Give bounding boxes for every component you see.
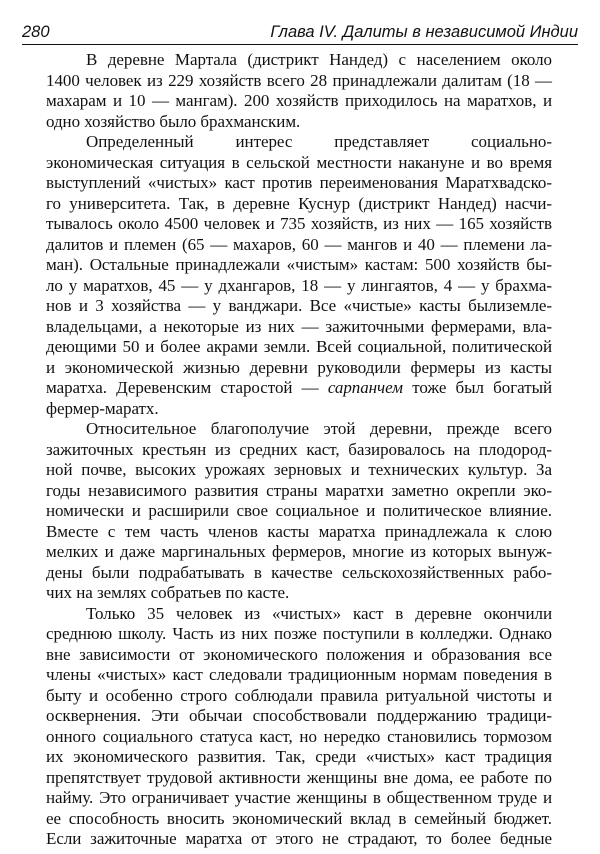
italic-term: сарпанчем xyxy=(327,378,403,397)
text-line: Определенный интерес представляет социально- xyxy=(86,132,552,151)
text-line: Если зажиточные маратха от этого не страдают, то более бедные xyxy=(46,829,552,848)
text-line: одно хозяйство было брахманским. xyxy=(46,111,301,131)
text-line: среднюю школу. Часть из них позже поступили в колледжи. Однако xyxy=(46,624,552,643)
text-line: мелких и даже маргинальных фермеров, многие из которых вынуж- xyxy=(46,542,552,561)
text-line: экономическая ситуация в сельской местности накануне и во время xyxy=(46,152,552,172)
text-line: онного социального статуса каст, но нередко становились тормозом xyxy=(46,726,552,746)
text-line: дены были подрабатывать в качестве сельскохозяйственных рабо- xyxy=(46,562,552,582)
running-title: Глава IV. Далиты в независимой Индии xyxy=(270,23,578,41)
paragraph xyxy=(46,419,552,604)
text-line: зажиточных крестьян из средних каст, базировалось на плодород- xyxy=(46,439,552,459)
page-number: 280 xyxy=(22,23,50,41)
text-line: владельцами, а некоторые из них — зажиточными фермерами, вла- xyxy=(46,316,552,336)
text-line: В деревне Мартала (дистрикт Нандед) с населением около xyxy=(86,50,552,69)
paragraph xyxy=(46,604,552,850)
text-line: Вместе с тем часть членов касты маратха принадлежала к слою xyxy=(46,521,552,541)
text-line: махарам и 10 — мангам). 200 хозяйств приходилось на маратхов, и xyxy=(46,91,552,110)
paragraph xyxy=(46,132,552,419)
text-line: Относительное благополучие этой деревни, прежде всего xyxy=(86,419,552,438)
text-line: ее способность вносить экономический вклад в семейный бюджет. xyxy=(46,808,552,828)
text-line: выступлений «чистых» каст против переименования Маратхвадско- xyxy=(46,173,552,192)
text-line: годы независимого развития страны маратхи заметно окрепли эко- xyxy=(46,480,552,500)
header-rule xyxy=(22,44,578,45)
text-line: далитов и племен (65 — махаров, 60 — мангов и 40 — племени ла- xyxy=(46,234,552,254)
running-header xyxy=(22,16,578,42)
text-line: быту и особенно строго соблюдали правила ритуальной чистоты и xyxy=(46,685,552,705)
page-body xyxy=(46,50,552,850)
text-line: члены «чистых» каст следовали традиционным нормам поведения в xyxy=(46,665,552,684)
text-line: ман). Остальные принадлежали «чистым» кастам: 500 хозяйств бы- xyxy=(46,255,552,274)
text-line: номически и расширили свое социальное и политическое влияние. xyxy=(46,501,552,520)
text-line: нов и 3 хозяйства — у ванджари. Все «чистые» касты былиземле- xyxy=(46,296,552,315)
text-line: и экономической жизнью деревни руководили фермеры из касты xyxy=(46,357,552,377)
text-line: тывалось около 4500 человек и 735 хозяйств, из них — 165 хозяйств xyxy=(46,214,552,233)
text-line: их экономического развития. Так, среди «чистых» каст традиция xyxy=(46,747,552,766)
text-line: 1400 человек из 229 хозяйств всего 28 принадлежали далитам (18 — xyxy=(46,70,552,90)
line-end: тоже был богатый xyxy=(402,378,552,397)
text-line: чих на землях собратьев по касте. xyxy=(46,583,290,602)
paragraph xyxy=(46,50,552,132)
text-line: вне зависимости от экономического положения и образования все xyxy=(46,644,552,664)
text-line: ной почве, высоких урожаях зерновых и технических культур. За xyxy=(46,460,552,479)
text-line: Только 35 человек из «чистых» каст в деревне окончили xyxy=(86,603,552,623)
text-line: ло у маратхов, 45 — у дхангаров, 18 — у лингаятов, 4 — у брахма- xyxy=(46,275,552,295)
text-line: препятствует трудовой активности женщины вне дома, ее работе по xyxy=(46,767,552,787)
text-line: фермер-маратх. xyxy=(46,398,159,418)
text-line: осквернения. Эти обычаи способствовали поддержанию традици- xyxy=(46,706,552,725)
text-line: го университета. Так, в деревне Куснур (дистрикт Нандед) насчи- xyxy=(46,193,552,213)
line-start: маратха. Деревенским старостой — xyxy=(46,378,328,397)
text-line-with-italic xyxy=(46,378,552,399)
text-line: найму. Это ограничивает участие женщины в общественном труде и xyxy=(46,788,552,807)
text-line: деющими 50 и более акрами земли. Всей социальной, политической xyxy=(46,337,552,356)
